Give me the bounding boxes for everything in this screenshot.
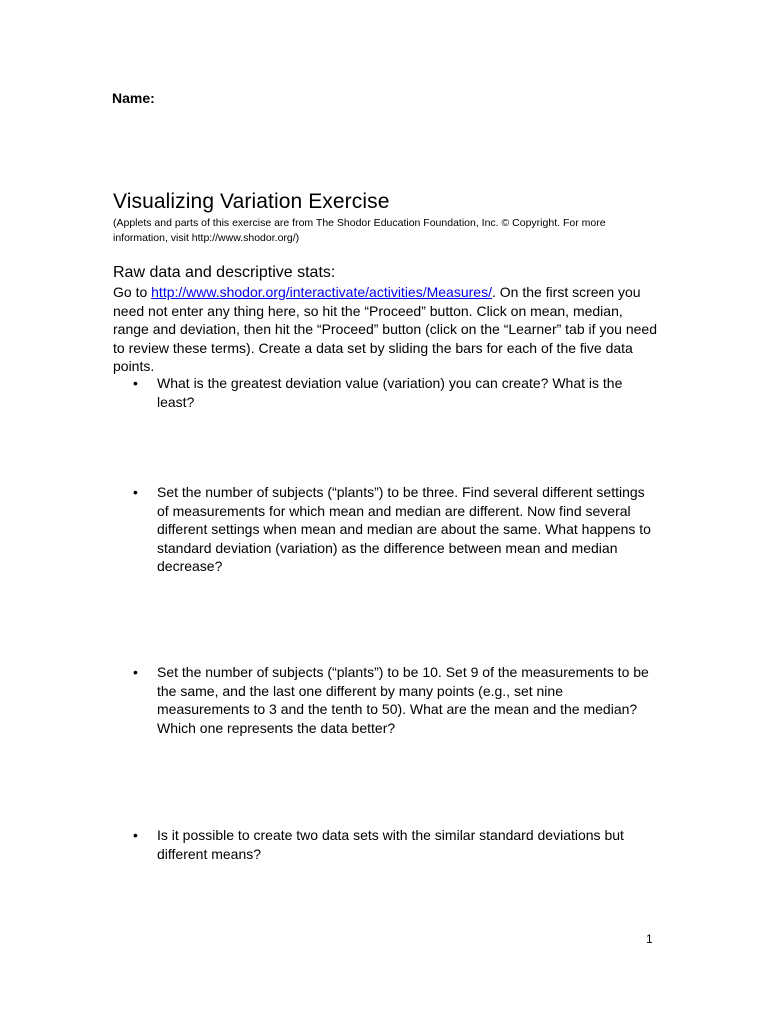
document-title: Visualizing Variation Exercise bbox=[113, 190, 390, 213]
question-text: Is it possible to create two data sets with the similar standard deviations but different means? bbox=[157, 827, 624, 862]
question-item bbox=[133, 374, 653, 411]
question-item bbox=[133, 663, 653, 737]
intro-paragraph bbox=[113, 283, 658, 376]
bullet-marker: • bbox=[133, 664, 138, 680]
question-text: What is the greatest deviation value (variation) you can create? What is the least? bbox=[157, 375, 623, 410]
question-item bbox=[133, 826, 653, 863]
question-item bbox=[133, 483, 653, 576]
shodor-measures-link[interactable]: http://www.shodor.org/interactivate/activities/Measures/ bbox=[151, 284, 492, 300]
intro-suffix: . On the first screen you need not enter any thing here, so hit the “Proceed” button. Click on mean, median, range and deviation, then hit the “Proceed” button (click on the “Learner” tab if you need to review these terms). Create a data set by sliding the bars for each of the five data points. bbox=[113, 284, 658, 374]
question-text: Set the number of subjects (“plants”) to be 10. Set 9 of the measurements to be the same, and the last one different by many points (e.g., set nine measurements to 3 and the tenth to 50). What are the mean and the median? Which one represents the data better? bbox=[157, 664, 649, 736]
question-text: Set the number of subjects (“plants”) to be three. Find several different settings of measurements for which mean and median are different. Now find several different settings when mean and median are about the same. What happens to standard deviation (variation) as the difference between mean and median decrease? bbox=[157, 484, 651, 574]
section-heading: Raw data and descriptive stats: bbox=[113, 264, 336, 281]
bullet-marker: • bbox=[133, 484, 138, 500]
bullet-marker: • bbox=[133, 827, 138, 843]
bullet-marker: • bbox=[133, 375, 138, 391]
attribution-note: (Applets and parts of this exercise are from The Shodor Education Foundation, Inc. © Copyright. For more information, visit http://www.shodor.org/) bbox=[113, 217, 606, 244]
page-number: 1 bbox=[646, 932, 653, 946]
name-label: Name: bbox=[112, 90, 155, 106]
intro-prefix: Go to bbox=[113, 284, 152, 300]
